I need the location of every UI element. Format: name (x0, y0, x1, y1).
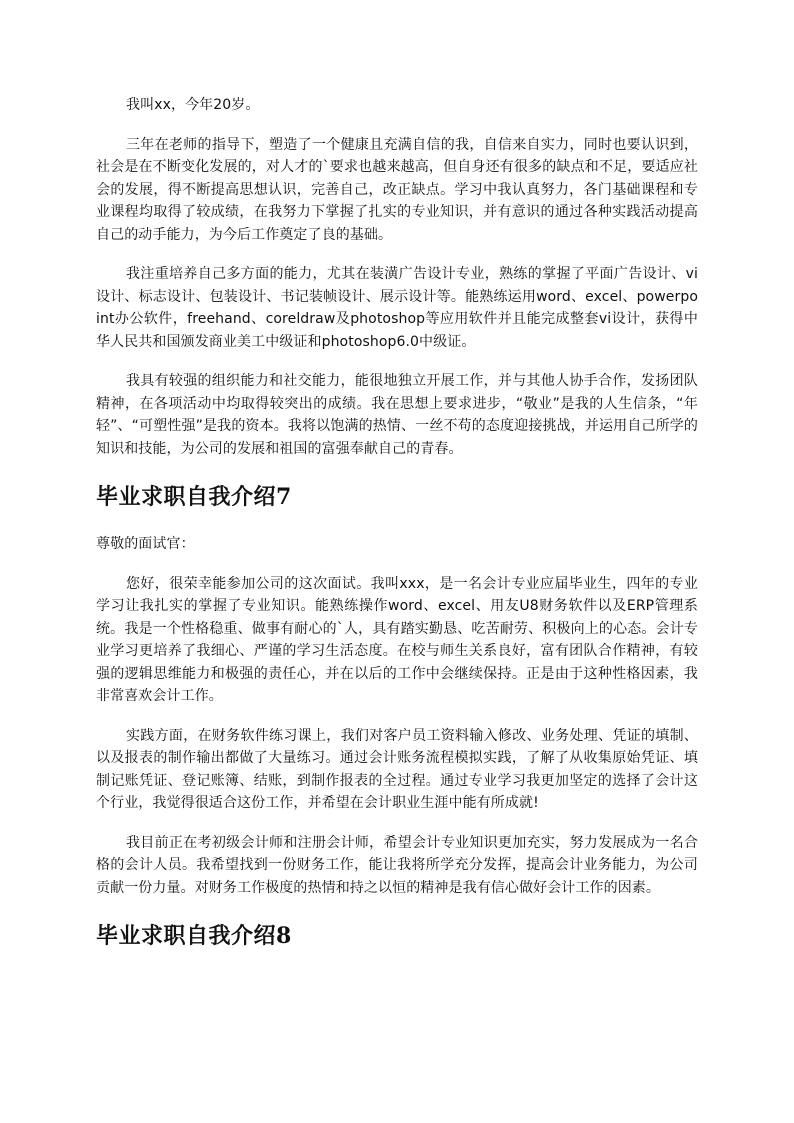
intro-paragraph-3: 我注重培养自己多方面的能力，尤其在装潢广告设计专业，熟练的掌握了平面广告设计、vi设计、标志设计、包装设计、书记装帧设计、展示设计等。能熟练运用word、excel、powerpoint办公软件，freehand、coreldraw及photoshop等应用软件并且能完成整套vi设计，获得中华人民共和国颁发商业美工中级证和photoshop6.0中级证。 (96, 266, 698, 350)
section-7-salutation: 尊敬的面试官： (96, 536, 195, 552)
intro-paragraph-2: 三年在老师的指导下，塑造了一个健康且充满自信的我，自信来自实力，同时也要认识到，社会是在不断变化发展的，对人才的`要求也越来越高，但自身还有很多的缺点和不足，要适应社会的发展，得不断提高思想认识，完善自己，改正缺点。学习中我认真努力，各门基础课程和专业课程均取得了较成绩，在我努力下掌握了扎实的专业知识，并有意识的通过各种实践活动提高自己的动手能力，为今后工作奠定了良的基础。 (96, 136, 698, 243)
section-7-paragraph-1: 您好，很荣幸能参加公司的这次面试。我叫xxx，是一名会计专业应届毕业生，四年的专业学习让我扎实的掌握了专业知识。能熟练操作word、excel、用友U8财务软件以及ERP管理系统。我是一个性格稳重、做事有耐心的`人，具有踏实勤恳、吃苦耐劳、积极向上的心态。会计专业学习更培养了我细心、严谨的学习生活态度。在校与师生关系良好，富有团队合作精神，有较强的逻辑思维能力和极强的责任心，并在以后的工作中会继续保持。正是由于这种性格因素，我非常喜欢会计工作。 (96, 575, 698, 704)
intro-paragraph-1: 我叫xx，今年20岁。 (126, 97, 260, 113)
section-8-heading: 毕业求职自我介绍8 (96, 923, 292, 949)
section-7-paragraph-2: 实践方面，在财务软件练习课上，我们对客户员工资料输入修改、业务处理、凭证的填制、以及报表的制作输出都做了大量练习。通过会计账务流程模拟实践，了解了从收集原始凭证、填制记账凭证、登记账簿、结账，到制作报表的全过程。通过专业学习我更加坚定的选择了会计这个行业，我觉得很适合这份工作，并希望在会计职业生涯中能有所成就! (96, 727, 698, 811)
section-7-heading: 毕业求职自我介绍7 (96, 484, 292, 510)
intro-paragraph-4: 我具有较强的组织能力和社交能力，能很地独立开展工作，并与其他人协手合作，发扬团队精神，在各项活动中均取得较突出的成绩。我在思想上要求进步，“敬业”是我的人生信条，“年轻”、“可塑性强”是我的资本。我将以饱满的热情、一丝不苟的态度迎接挑战，并运用自己所学的知识和技能，为公司的发展和祖国的富强奉献自己的青春。 (96, 373, 698, 457)
section-7-paragraph-3: 我目前正在考初级会计师和注册会计师，希望会计专业知识更加充实，努力发展成为一名合格的会计人员。我希望找到一份财务工作，能让我将所学充分发挥，提高会计业务能力，为公司贡献一份力量。对财务工作极度的热情和持之以恒的精神是我有信心做好会计工作的因素。 (96, 834, 698, 896)
